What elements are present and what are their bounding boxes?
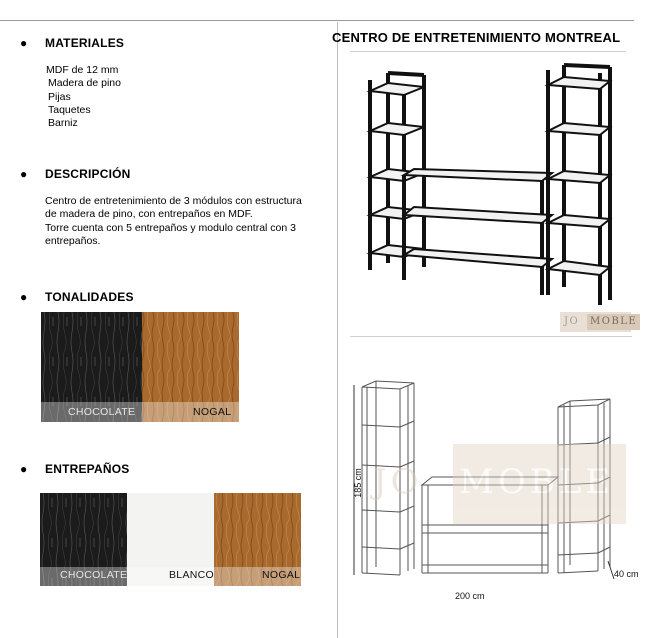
bullet-icon: ● [20, 462, 28, 476]
descripcion-paragraph: Centro de entretenimiento de 3 módulos con estructura de madera de pino, con entrepaños en MDF. [45, 195, 302, 221]
watermark-left: JO [373, 462, 423, 502]
descripcion-paragraph: Torre cuenta con 5 entrepaños y modulo central con 3 entrepaños. [45, 221, 296, 247]
watermark [373, 444, 626, 524]
bullet-icon: ● [20, 167, 28, 181]
brand-logo [560, 312, 638, 332]
dimension-width: 200 cm [455, 591, 485, 601]
swatch-label-chocolate: CHOCOLATE [68, 406, 136, 418]
list-item: Taquetes [48, 103, 91, 116]
list-item: Barniz [48, 117, 78, 130]
product-photo [352, 55, 632, 335]
top-divider [0, 20, 634, 21]
tonalidades-heading: TONALIDADES [45, 290, 134, 304]
title-underline [350, 51, 626, 52]
swatch-label-chocolate: CHOCOLATE [60, 569, 128, 581]
column-divider [337, 22, 338, 638]
swatch-label-blanco: BLANCO [169, 569, 214, 581]
logo-right: MOBLE [587, 314, 640, 330]
materiales-list [46, 64, 121, 130]
logo-left: JO [564, 316, 580, 327]
entrepanos-swatches [40, 493, 301, 586]
list-item: Pijas [48, 90, 71, 103]
watermark-box [453, 444, 626, 524]
bullet-icon: ● [20, 36, 28, 50]
dimension-height: 185 cm [353, 468, 363, 498]
photo-underline [350, 336, 632, 337]
descripcion-heading: DESCRIPCIÓN [45, 167, 131, 181]
swatch-label-nogal: NOGAL [262, 569, 301, 581]
entrepanos-heading: ENTREPAÑOS [45, 462, 130, 476]
materiales-heading: MATERIALES [45, 36, 125, 50]
tonalidades-swatches [41, 312, 239, 422]
page-title: CENTRO DE ENTRETENIMIENTO MONTREAL [332, 30, 621, 45]
bullet-icon: ● [20, 290, 28, 304]
list-item: Madera de pino [48, 77, 121, 90]
swatch-label-nogal: NOGAL [193, 406, 232, 418]
watermark-right: MOBLE [459, 462, 615, 502]
descripcion-text [45, 195, 315, 248]
list-item: MDF de 12 mm [46, 64, 119, 76]
dimension-depth: 40 cm [614, 569, 639, 579]
